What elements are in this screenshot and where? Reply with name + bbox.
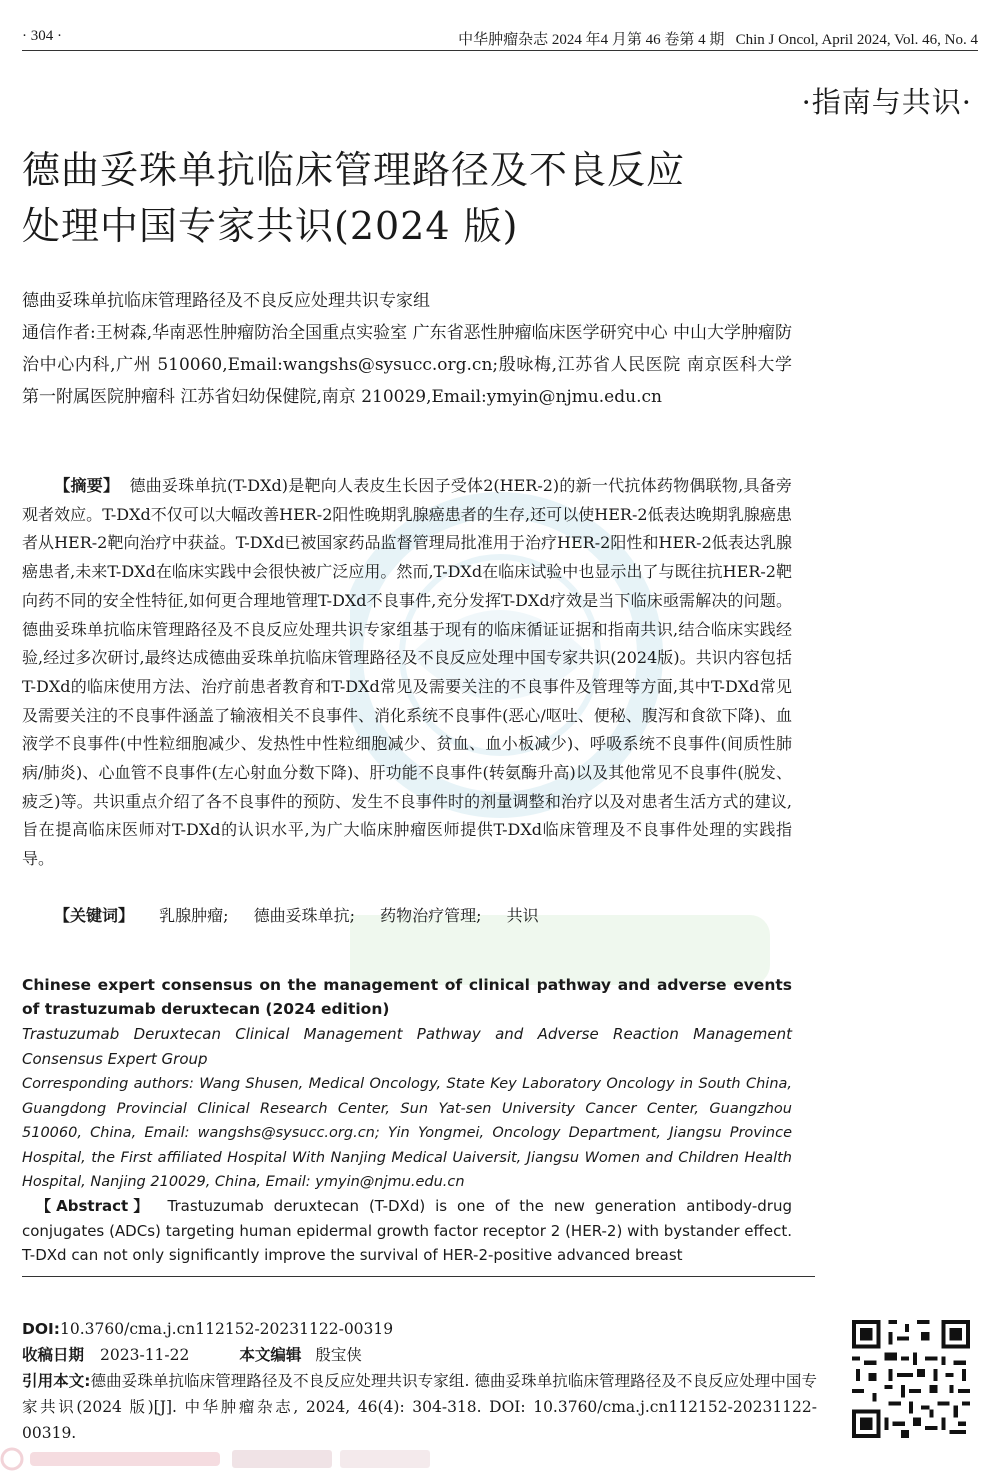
- doi-value[interactable]: 10.3760/cma.j.cn112152-20231122-00319: [60, 1320, 394, 1338]
- journal-info: 中华肿瘤杂志 2024 年4 月第 46 卷第 4 期 Chin J Oncol, April 2024, Vol. 46, No. 4: [458, 32, 978, 48]
- english-abstract: [22, 1194, 792, 1268]
- doi-line: [22, 1316, 822, 1342]
- doi-label: DOI:: [22, 1320, 61, 1338]
- english-title: Chinese expert consensus on the management of clinical pathway and adverse events of trastuzumab deruxtecan (2024 edition): [22, 976, 792, 1018]
- section-tag: ·指南与共识·: [801, 85, 972, 119]
- abstract-cn-label: 【摘要】: [54, 476, 120, 495]
- english-corresponding-authors: Corresponding authors: Wang Shusen, Medical Oncology, State Key Laboratory Oncology in South China, Guangdong Provincial Clinical Research Center, Sun Yat-sen University Cancer Center, Guangzhou 510060, China, Email: wangshs@sysucc.org.cn; Yin Yongmei, Oncology Department, Jiangsu Province Hospital, the First affiliated Hospital With Nanjing Medical Uaiversit, Jiangsu Women and Children Health Hospital, Nanjing 210029, China, Email: ymyin@njmu.edu.cn: [22, 1076, 792, 1190]
- title-line-2: 处理中国专家共识(2024 版): [22, 204, 519, 248]
- received-label: 收稿日期: [22, 1346, 85, 1364]
- keyword-item: 德曲妥珠单抗;: [253, 906, 356, 925]
- citation-line: [22, 1368, 817, 1446]
- editor-name: 殷宝侠: [315, 1346, 362, 1364]
- received-line: [22, 1342, 822, 1368]
- author-group: 德曲妥珠单抗临床管理路径及不良反应处理共识专家组: [22, 291, 430, 311]
- footnote-rule: [22, 1276, 815, 1277]
- abstract-cn: [22, 472, 792, 874]
- keywords-label: 【关键词】: [54, 906, 135, 925]
- abstract-cn-text: 德曲妥珠单抗(T-DXd)是靶向人表皮生长因子受体2(HER-2)的新一代抗体药物偶联物,具备旁观者效应。T-DXd不仅可以大幅改善HER-2阳性晚期乳腺癌患者的生存,还可以使HER-2低表达晚期乳腺癌患者从HER-2靶向治疗中获益。T-DXd已被国家药品监督管理局批准用于治疗HER-2阳性和HER-2低表达乳腺癌患者,未来T-DXd在临床实践中会很快被广泛应用。然而,T-DXd在临床试验中也显示出了与既往抗HER-2靶向药不同的安全性特征,如何更合理地管理T-DXd不良事件,充分发挥T-DXd疗效是当下临床亟需解决的问题。德曲妥珠单抗临床管理路径及不良反应处理共识专家组基于现有的临床循证证据和指南共识,结合临床实践经验,经过多次研讨,最终达成德曲妥珠单抗临床管理路径及不良反应处理中国专家共识(2024版)。共识内容包括T-DXd的临床使用方法、治疗前患者教育和T-DXd常见及需要关注的不良事件及管理等方面,其中T-DXd常见及需要关注的不良事件涵盖了输液相关不良事件、消化系统不良事件(恶心/呕吐、便秘、腹泻和食欲下降)、血液学不良事件(中性粒细胞减少、发热性中性粒细胞减少、贫血、血小板减少)、呼吸系统不良事件(间质性肺病/肺炎)、心血管不良事件(左心射血分数下降)、肝功能不良事件(转氨酶升高)以及其他常见不良事件(脱发、疲乏)等。共识重点介绍了各不良事件的预防、发生不良事件时的剂量调整和治疗以及对患者生活方式的建议,旨在提高临床医师对T-DXd的认识水平,为广大临床肿瘤医师提供T-DXd临床管理及不良事件处理的实践指导。: [22, 476, 792, 869]
- keyword-item: 共识: [506, 906, 539, 925]
- english-abstract-label: 【Abstract】: [36, 1197, 154, 1215]
- cite-text: 德曲妥珠单抗临床管理路径及不良反应处理共识专家组. 德曲妥珠单抗临床管理路径及不良反应处理中国专家共识(2024 版)[J]. 中华肿瘤杂志, 2024, 46(4): 304-318. DOI: 10.3760/cma.j.cn112152-20231122-00319.: [22, 1372, 818, 1442]
- received-date: 2023-11-22: [100, 1346, 190, 1364]
- header-rule: [22, 50, 978, 51]
- title-line-1: 德曲妥珠单抗临床管理路径及不良反应: [22, 148, 686, 192]
- corresponding-authors: 通信作者:王树森,华南恶性肿瘤防治全国重点实验室 广东省恶性肿瘤临床医学研究中心 中山大学肿瘤防治中心内科,广州 510060,Email:wangshs@sysucc.org.cn;殷咏梅,江苏省人民医院 南京医科大学第一附属医院肿瘤科 江苏省妇幼保健院,南京 210029,Email:ymyin@njmu.edu.cn: [22, 323, 792, 407]
- english-abstract-text: Trastuzumab deruxtecan (T-DXd) is one of the new generation antibody-drug conjugates (ADCs) targeting human epidermal growth factor receptor 2 (HER-2) with bystander effect. T-DXd can not only significantly improve the survival of HER-2-positive advanced breast: [22, 1197, 792, 1264]
- keyword-item: 乳腺肿瘤;: [159, 906, 229, 925]
- english-author-group: Trastuzumab Deruxtecan Clinical Management Pathway and Adverse Reaction Management Consensus Expert Group: [22, 1025, 792, 1068]
- keywords: [22, 902, 792, 930]
- keyword-item: 药物治疗管理;: [380, 906, 482, 925]
- editor-label: 本文编辑: [239, 1346, 302, 1364]
- qr-code-icon[interactable]: [852, 1320, 970, 1438]
- page-number: · 304 ·: [22, 28, 62, 44]
- article-title: [22, 142, 822, 254]
- bottom-watermark-logo: [0, 1444, 440, 1474]
- cite-label: 引用本文:: [22, 1372, 91, 1390]
- author-block: [22, 285, 792, 413]
